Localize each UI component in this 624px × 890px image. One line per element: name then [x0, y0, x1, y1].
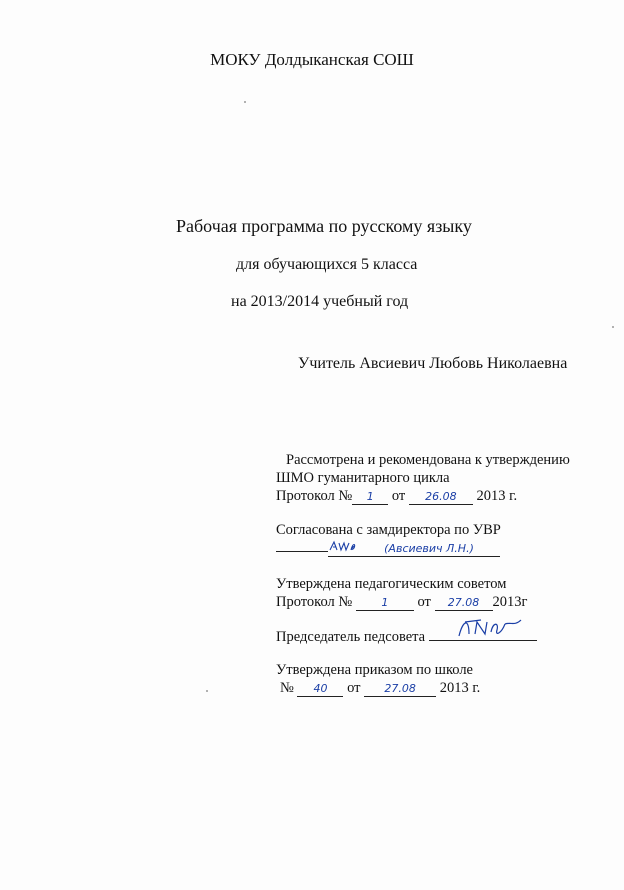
scan-speck — [244, 101, 246, 103]
program-year: на 2013/2014 учебный год — [231, 293, 409, 310]
protocol-label: Протокол № — [276, 594, 353, 610]
date-label: от — [347, 680, 361, 696]
chair-label: Председатель педсовета — [276, 629, 426, 645]
council-protocol-row — [276, 594, 527, 611]
considered-protocol-row — [276, 488, 517, 505]
deputy-signature-name: (Авсиевич Л.Н.) — [358, 542, 500, 557]
date-handwritten: 26.08 — [409, 490, 473, 505]
protocol-number-handwritten: 1 — [352, 490, 388, 505]
year-text: 2013 г. — [439, 680, 481, 696]
date-handwritten: 27.08 — [435, 596, 493, 611]
date-label: от — [391, 488, 406, 504]
agreed-line1: Согласована с замдиректора по УВР — [276, 522, 501, 538]
date-label: от — [417, 594, 431, 610]
number-label: № — [280, 680, 294, 696]
date-handwritten: 27.08 — [364, 682, 436, 697]
council-line1: Утверждена педагогическим советом — [276, 576, 507, 592]
considered-line2: ШМО гуманитарного цикла — [276, 470, 450, 486]
scan-speck — [612, 326, 614, 328]
year-text: 2013 г. — [476, 488, 518, 504]
scan-speck — [206, 690, 208, 692]
chair-signature-icon — [429, 626, 537, 641]
order-line1: Утверждена приказом по школе — [276, 662, 473, 678]
year-text: 2013г — [492, 594, 528, 610]
protocol-number-handwritten: 1 — [356, 596, 414, 611]
agreed-signature-row — [276, 540, 500, 557]
order-number-row — [280, 680, 480, 697]
school-name: МОКУ Долдыканская СОШ — [210, 50, 414, 69]
teacher-name: Учитель Авсиевич Любовь Николаевна — [298, 355, 568, 372]
chair-row — [276, 626, 537, 646]
considered-line1: Рассмотрена и рекомендована к утверждению — [286, 452, 570, 468]
program-title: Рабочая программа по русскому языку — [176, 216, 472, 236]
protocol-label: Протокол № — [276, 488, 353, 504]
order-number-handwritten: 40 — [297, 682, 343, 697]
program-grade: для обучающихся 5 класса — [236, 256, 418, 273]
deputy-signature-icon — [328, 540, 358, 557]
